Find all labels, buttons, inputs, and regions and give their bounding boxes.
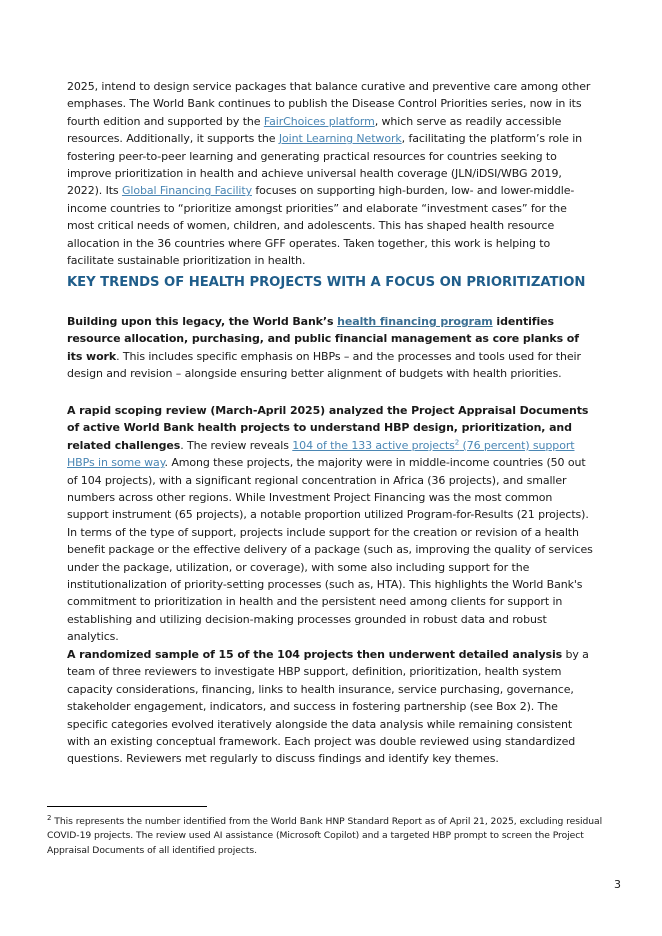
page-number: 3 (614, 878, 621, 891)
global-financing-facility-link[interactable]: Global Financing Facility (121, 184, 252, 198)
p1-text-2: , which serve as readily accessible resources. Additionally, it supports the (67, 114, 562, 146)
footnote-marker: 2 (47, 813, 52, 822)
section-heading: KEY TRENDS OF HEALTH PROJECTS WITH A FOCUS ON PRIORITIZATION (67, 275, 586, 290)
p4-text: by a team of three reviewers to investigate HBP support, definition, prioritization, health system capacity considerations, financing, links to health insurance, service purchasing, governance, stakeholder engagement, indicators, and success in fostering partnership (see Box 2). The specific categories evolved iteratively alongside the data analysis while remaining consistent with an existing conceptual framework. Each project was double reviewed using standardized questions. Reviewers met regularly to discuss findings and identify key themes. (67, 648, 589, 766)
p2-bold-2: identifies resource allocation, purchasing, and public financial management as core planks of its work (67, 315, 579, 363)
joint-learning-network-link[interactable]: Joint Learning Network (278, 132, 402, 146)
p3-text-1: . The review reveals (180, 438, 293, 452)
p3-bold: A rapid scoping review (March-April 2025) analyzed the Project Appraisal Documents of active World Bank health projects to understand HBP design, prioritization, and related challenges (67, 404, 589, 452)
fairchoices-link[interactable]: FairChoices platform (263, 114, 375, 128)
health-financing-program-link[interactable]: health financing program (337, 315, 493, 328)
active-projects-link-percent: (76 percent) support HBPs in some way (67, 438, 575, 470)
scoping-review-paragraph (67, 402, 597, 646)
p1-text-4: focuses on supporting high-burden, low- and lower-middle-income countries to “prioritize amongst priorities” and elaborate “investment cases” for the most critical needs of women, children, and adolescents. This has shaped health resource allocation in the 36 countries where GFF operates. Taken together, this work is helping to facilitate sustainable prioritization in health. (67, 184, 575, 268)
p2-text: . This includes specific emphasis on HBPs – and the processes and tools used for their design and revision – alongside ensuring better alignment of budgets with health priorities. (67, 349, 581, 381)
footnote (47, 815, 627, 858)
p1-text-3: , facilitating the platform’s role in fostering peer-to-peer learning and generating practical resources for countries seeking to improve prioritization in health and achieve universal health coverage (JLN/iDSI/WBG 2019, 2022). Its (67, 132, 583, 198)
p2-bold-1: Building upon this legacy, the World Bank’s (67, 315, 338, 328)
p3-text-2: . Among these projects, the majority were in middle-income countries (50 out of 104 projects), with a significant regional concentration in Africa (36 projects), and smaller numbers across other regions. While Investment Project Financing was the most common support instrument (65 projects), a notable proportion utilized Program-for-Results (21 projects). In terms of the type of support, projects include support for the creation or revision of a health benefit package or the effective delivery of a package (such as, improving the quality of services under the package, utilization, or coverage), with some also including support for the institutionalization of priority-setting processes (such as, HTA). This highlights the World Bank's commitment to prioritization in health and the persistent need among clients for support in establishing and utilizing decision-making processes grounded in robust data and robust analytics. (67, 456, 593, 644)
footnote-reference: 2 (454, 438, 460, 447)
footnote-divider (47, 806, 207, 807)
legacy-paragraph (67, 313, 597, 383)
randomized-sample-paragraph (67, 646, 597, 768)
intro-paragraph (67, 78, 597, 269)
active-projects-link-text: 104 of the 133 active projects (292, 438, 455, 452)
footnote-text: This represents the number identified from the World Bank HNP Standard Report as of April 21, 2025, excluding residual COVID-19 projects. The review used AI assistance (Microsoft Copilot) and a targeted HBP prompt to screen the Project Appraisal Documents of all identified projects. (47, 816, 603, 856)
p4-bold: A randomized sample of 15 of the 104 projects then underwent detailed analysis (67, 648, 563, 661)
p1-text-1: 2025, intend to design service packages that balance curative and preventive care among other emphases. The World Bank continues to publish the Disease Control Priorities series, now in its fourth edition and supported by the (67, 80, 591, 128)
